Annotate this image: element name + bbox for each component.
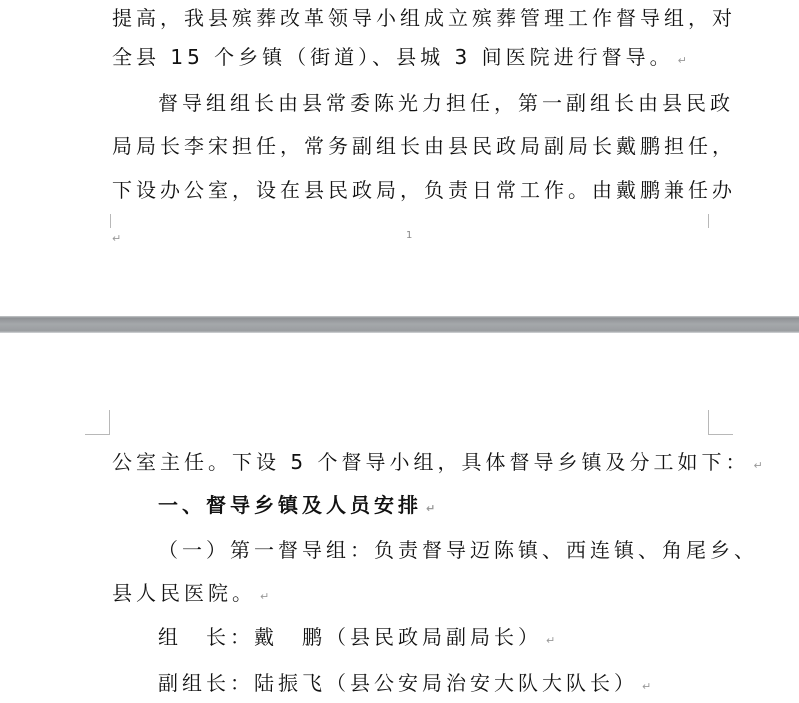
text-line (158, 622, 710, 652)
section-heading (158, 490, 710, 520)
text-line (158, 668, 710, 698)
text: 组 长：戴 鹏（县民政局副局长） (158, 625, 542, 649)
paragraph-mark-icon: ↵ (426, 502, 436, 515)
text: 全县 15 个乡镇（街道）、县城 3 间医院进行督导。 (112, 45, 674, 69)
text: （一）第一督导组：负责督导迈陈镇、西连镇、角尾乡、 (158, 538, 758, 562)
margin-corner-mark (708, 214, 709, 228)
paragraph-mark-icon: ↵ (112, 232, 122, 245)
margin-corner-mark (85, 410, 110, 435)
text-line (112, 578, 710, 608)
text-line: 督导组组长由县常委陈光力担任，第一副组长由县民政 (158, 91, 734, 115)
text-line: 下设办公室，设在县民政局，负责日常工作。由戴鹏兼任办 (112, 178, 736, 202)
paragraph-mark-icon: ↵ (260, 590, 270, 603)
paragraph-mark-icon: ↵ (753, 459, 763, 472)
margin-corner-mark (708, 410, 733, 435)
text: 一、督导乡镇及人员安排 (158, 493, 422, 517)
text-line: 提高，我县殡葬改革领导小组成立殡葬管理工作督导组，对 (112, 6, 736, 30)
page-number: 1 (406, 230, 413, 241)
text-line (112, 447, 763, 477)
text-line (112, 42, 710, 72)
margin-corner-mark (110, 214, 111, 228)
text-line (158, 535, 758, 565)
text: 县人民医院。 (112, 581, 256, 605)
text: 副组长：陆振飞（县公安局治安大队大队长） (158, 671, 638, 695)
paragraph-mark-icon: ↵ (677, 54, 687, 67)
text: 公室主任。下设 5 个督导小组，具体督导乡镇及分工如下： (112, 450, 750, 474)
text-line: 局局长李宋担任，常务副组长由县民政局副局长戴鹏担任， (112, 134, 736, 158)
paragraph-mark-icon: ↵ (546, 634, 556, 647)
paragraph-mark-icon: ↵ (642, 680, 652, 693)
page-gap (0, 316, 799, 333)
